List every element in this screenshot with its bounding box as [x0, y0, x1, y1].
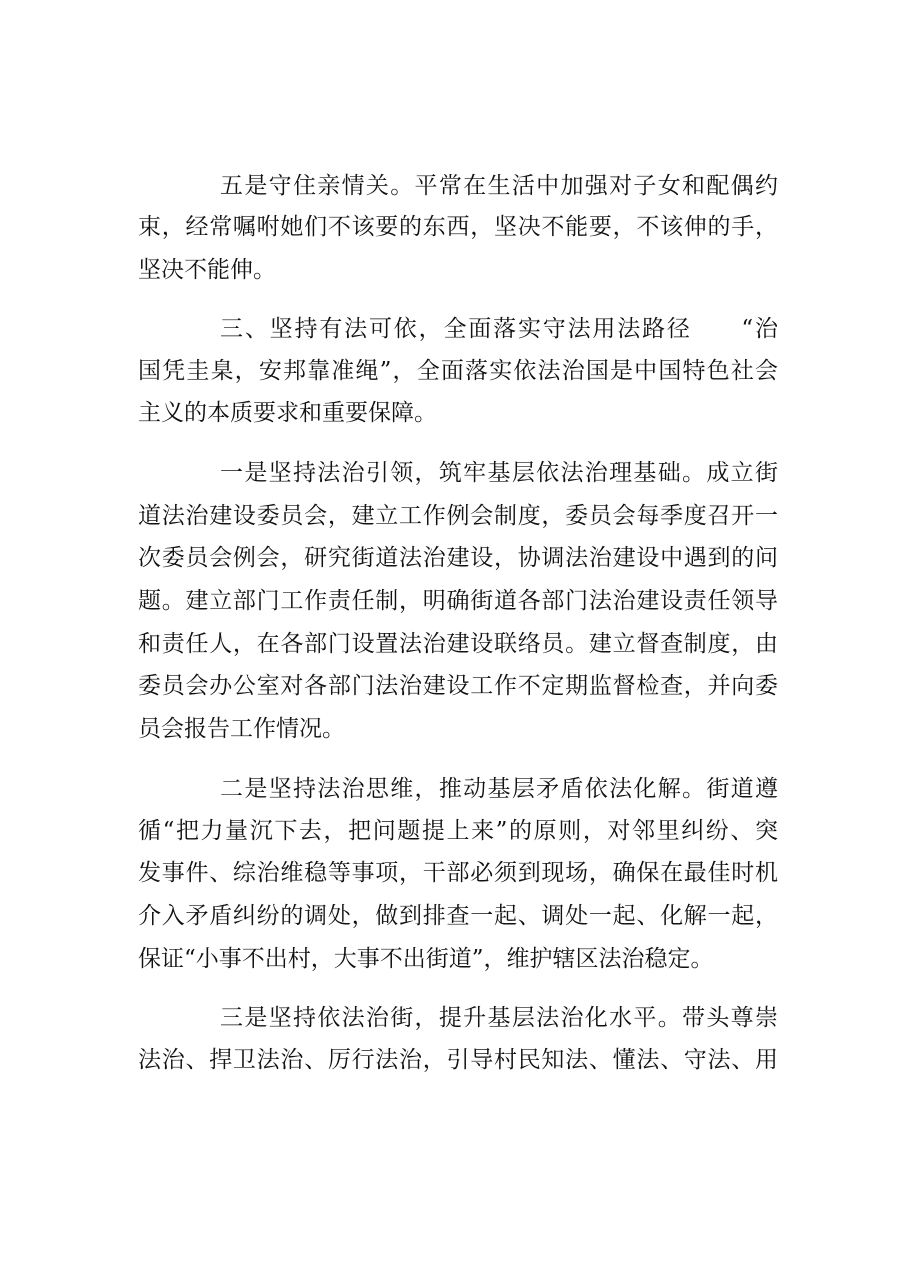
- text-line: 法治、捍卫法治、厉行法治，引导村民知法、懂法、守法、用: [138, 1047, 778, 1073]
- text-line: 介入矛盾纠纷的调处，做到排查一起、调处一起、化解一起，: [138, 903, 778, 929]
- text-line: 次委员会例会，研究街道法治建设，协调法治建设中遇到的问: [138, 545, 778, 571]
- text-line: 和责任人，在各部门设置法治建设联络员。建立督查制度，由: [138, 631, 778, 657]
- text-line: 委员会办公室对各部门法治建设工作不定期监督检查，并向委: [138, 673, 778, 699]
- text-line: 束，经常嘱咐她们不该要的东西，坚决不能要，不该伸的手，: [138, 214, 778, 240]
- text-line: 题。建立部门工作责任制，明确街道各部门法治建设责任领导: [138, 588, 778, 614]
- text-line: 三是坚持依法治街，提升基层法治化水平。带头尊崇: [220, 1005, 778, 1031]
- text-line: 三、坚持有法可依，全面落实守法用法路径 “治: [220, 316, 778, 342]
- text-line: 保证“小事不出村，大事不出街道”，维护辖区法治稳定。: [138, 946, 714, 972]
- text-line: 循“把力量沉下去，把问题提上来”的原则，对邻里纠纷、突: [138, 818, 778, 844]
- text-line: 五是守住亲情关。平常在生活中加强对子女和配偶约: [220, 173, 778, 199]
- text-line: 二是坚持法治思维，推动基层矛盾依法化解。街道遵: [220, 776, 778, 802]
- text-line: 一是坚持法治引领，筑牢基层依法治理基础。成立街: [220, 460, 778, 486]
- text-line: 国凭圭臬，安邦靠准绳”，全面落实依法治国是中国特色社会: [138, 358, 778, 384]
- text-line: 道法治建设委员会，建立工作例会制度，委员会每季度召开一: [138, 503, 778, 529]
- text-line: 坚决不能伸。: [138, 257, 276, 283]
- text-line: 员会报告工作情况。: [138, 716, 345, 742]
- text-line: 主义的本质要求和重要保障。: [138, 400, 437, 426]
- text-line: 发事件、综治维稳等事项，干部必须到现场，确保在最佳时机: [138, 860, 778, 886]
